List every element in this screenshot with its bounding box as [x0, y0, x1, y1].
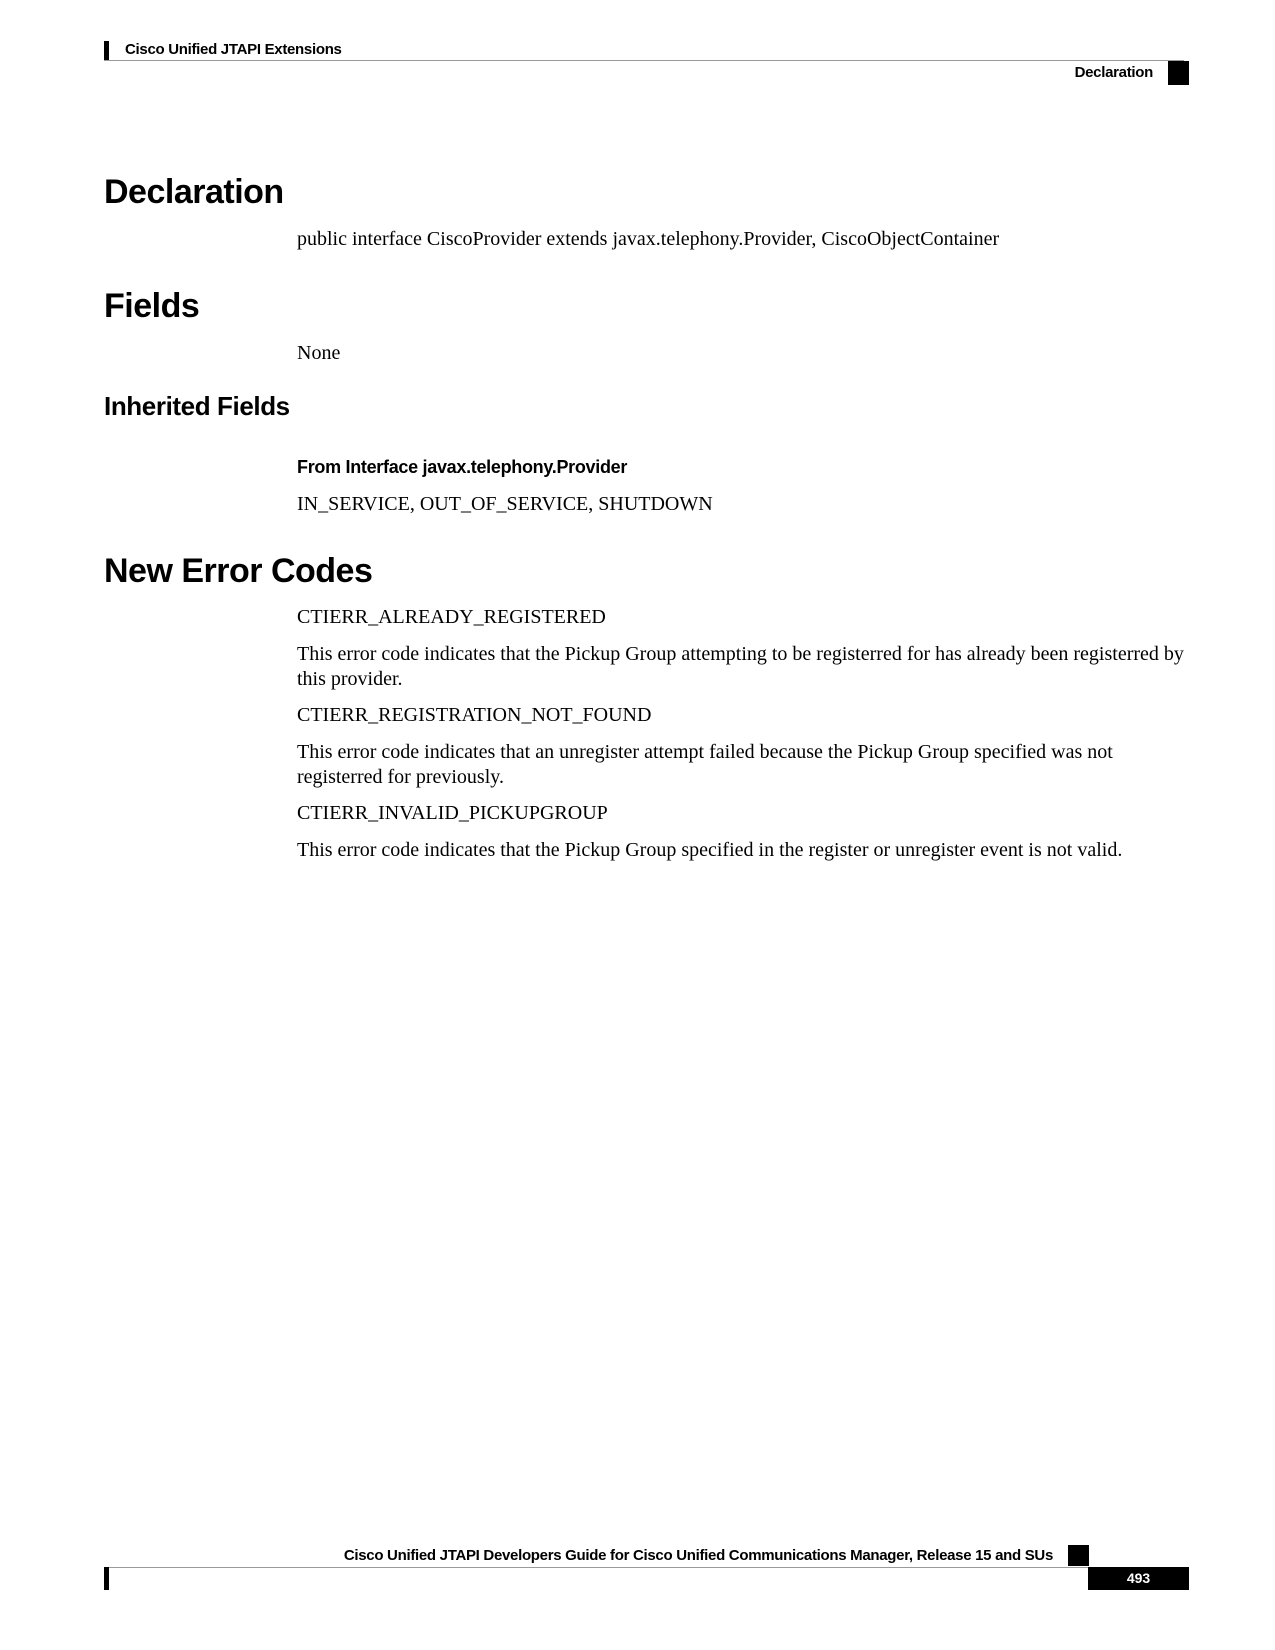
- declaration-text: public interface CiscoProvider extends javax.telephony.Provider, CiscoObjectContainer: [297, 228, 1000, 250]
- header-section-marker: [1168, 61, 1189, 85]
- header-section-title: Declaration: [1074, 64, 1153, 81]
- error-code-description: This error code indicates that the Pickup Group attempting to be registerred for has already been registerred by this provider.: [297, 643, 1184, 690]
- footer-marker: [1068, 1545, 1089, 1566]
- header-rule: [104, 60, 1184, 61]
- page-number: 493: [1088, 1567, 1189, 1590]
- fields-text: None: [297, 342, 341, 364]
- error-code: CTIERR_INVALID_PICKUPGROUP: [297, 802, 608, 824]
- error-code: CTIERR_REGISTRATION_NOT_FOUND: [297, 704, 652, 726]
- header-left-bar: [104, 41, 109, 61]
- inherited-fields-subheading: From Interface javax.telephony.Provider: [297, 457, 628, 477]
- new-error-codes-heading: New Error Codes: [104, 552, 373, 590]
- inherited-fields-text: IN_SERVICE, OUT_OF_SERVICE, SHUTDOWN: [297, 493, 713, 515]
- error-code-description: This error code indicates that an unregister attempt failed because the Pickup Group specified was not registerred for previously.: [297, 741, 1113, 788]
- declaration-heading: Declaration: [104, 173, 284, 211]
- fields-heading: Fields: [104, 287, 200, 325]
- footer-guide-title: Cisco Unified JTAPI Developers Guide for Cisco Unified Communications Manager, Release 15 and SUs: [343, 1547, 1053, 1564]
- error-code: CTIERR_ALREADY_REGISTERED: [297, 606, 606, 628]
- header-book-title: Cisco Unified JTAPI Extensions: [125, 41, 342, 58]
- footer-rule: [104, 1567, 1088, 1568]
- inherited-fields-heading: Inherited Fields: [104, 391, 290, 421]
- footer-left-bar: [104, 1567, 109, 1590]
- error-code-description: This error code indicates that the Pickup Group specified in the register or unregister event is not valid.: [297, 839, 1123, 861]
